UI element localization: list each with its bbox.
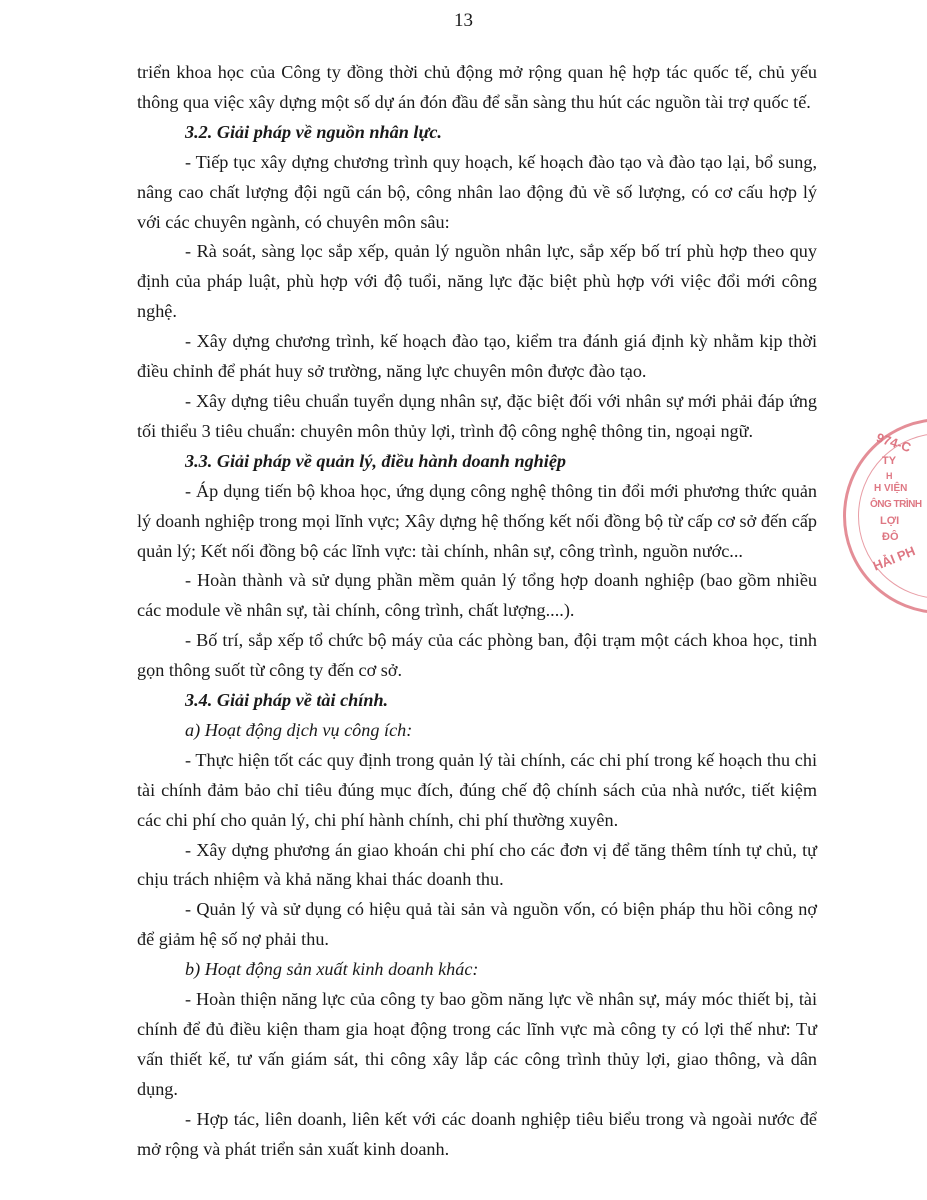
paragraph: - Hoàn thành và sử dụng phần mềm quản lý tổng hợp doanh nghiệp (bao gồm nhiều các module về nhân sự, tài chính, công trình, chất lượng....). — [137, 570, 817, 621]
stamp-text: H — [886, 471, 893, 481]
paragraph: - Hoàn thiện năng lực của công ty bao gồm năng lực về nhân sự, máy móc thiết bị, tài chính để đủ điều kiện tham gia hoạt động trong các lĩnh vực mà công ty có lợi thế như: Tư vấn thiết kế, tư vấn giám sát, thi công xây lắp các công trình thủy lợi, giao thông, và dân dụng. — [137, 989, 817, 1099]
paragraph: - Hợp tác, liên doanh, liên kết với các doanh nghiệp tiêu biểu trong và ngoài nước để mở rộng và phát triển sản xuất kinh doanh. — [137, 1108, 817, 1159]
section-heading: 3.3. Giải pháp về quản lý, điều hành doanh nghiệp — [185, 450, 566, 471]
subsection-heading: a) Hoạt động dịch vụ công ích: — [185, 719, 413, 740]
paragraph: - Xây dựng tiêu chuẩn tuyển dụng nhân sự, đặc biệt đối với nhân sự mới phải đáp ứng tối thiểu 3 tiêu chuẩn: chuyên môn thủy lợi, trình độ công nghệ thông tin, ngoại ngữ. — [137, 390, 817, 441]
stamp-text: ĐÔ — [882, 531, 899, 543]
stamp-text: TY — [882, 455, 897, 467]
paragraph: - Thực hiện tốt các quy định trong quản lý tài chính, các chi phí trong kế hoạch thu chi tài chính đảm bảo chỉ tiêu đúng mục đích, đúng chế độ chính sách của nhà nước, tiết kiệm các chi phí cho quản lý, chi phí hành chính, chi phí thường xuyên. — [137, 749, 817, 830]
company-seal-stamp — [843, 418, 927, 614]
section-heading: 3.2. Giải pháp về nguồn nhân lực. — [185, 121, 442, 142]
document-body — [137, 58, 817, 1165]
stamp-text: HẢI PH — [870, 543, 918, 574]
paragraph: - Quản lý và sử dụng có hiệu quả tài sản và nguồn vốn, có biện pháp thu hồi công nợ để giảm hệ số nợ phải thu. — [137, 899, 817, 950]
paragraph: - Xây dựng phương án giao khoán chi phí cho các đơn vị để tăng thêm tính tự chủ, tự chịu trách nhiệm và khả năng khai thác doanh thu. — [137, 839, 817, 890]
paragraph: - Tiếp tục xây dựng chương trình quy hoạch, kế hoạch đào tạo và đào tạo lại, bổ sung, nâng cao chất lượng đội ngũ cán bộ, công nhân lao động đủ về số lượng, có cơ cấu hợp lý với các chuyên ngành, có chuyên môn sâu: — [137, 151, 817, 232]
paragraph: - Bố trí, sắp xếp tổ chức bộ máy của các phòng ban, đội trạm một cách khoa học, tinh gọn thông suốt từ công ty đến cơ sở. — [137, 630, 817, 681]
paragraph: - Rà soát, sàng lọc sắp xếp, quản lý nguồn nhân lực, sắp xếp bố trí phù hợp theo quy định của pháp luật, phù hợp với độ tuổi, năng lực đặc biệt phù hợp với việc đổi mới công nghệ. — [137, 241, 817, 322]
stamp-text: LỢI — [880, 515, 900, 527]
paragraph: - Xây dựng chương trình, kế hoạch đào tạo, kiểm tra đánh giá định kỳ nhằm kịp thời điều chỉnh để phát huy sở trường, năng lực chuyên môn được đào tạo. — [137, 331, 817, 382]
stamp-text: 974-C — [874, 429, 913, 456]
paragraph: triển khoa học của Công ty đồng thời chủ động mở rộng quan hệ hợp tác quốc tế, chủ yếu thông qua việc xây dựng một số dự án đón đầu để sẵn sàng thu hút các nguồn tài trợ quốc tế. — [137, 62, 817, 112]
subsection-heading: b) Hoạt động sản xuất kinh doanh khác: — [185, 959, 479, 980]
section-heading: 3.4. Giải pháp về tài chính. — [185, 690, 389, 711]
paragraph: - Áp dụng tiến bộ khoa học, ứng dụng công nghệ thông tin đổi mới phương thức quản lý doanh nghiệp trong mọi lĩnh vực; Xây dựng hệ thống kết nối đồng bộ từ cấp cơ sở đến cấp quản lý; Kết nối đồng bộ các lĩnh vực: tài chính, nhân sự, công trình, nguồn nước... — [137, 480, 817, 561]
stamp-text: H VIỆN — [874, 483, 908, 494]
page-number: 13 — [454, 10, 473, 31]
stamp-text: ÔNG TRÌNH — [870, 499, 922, 510]
